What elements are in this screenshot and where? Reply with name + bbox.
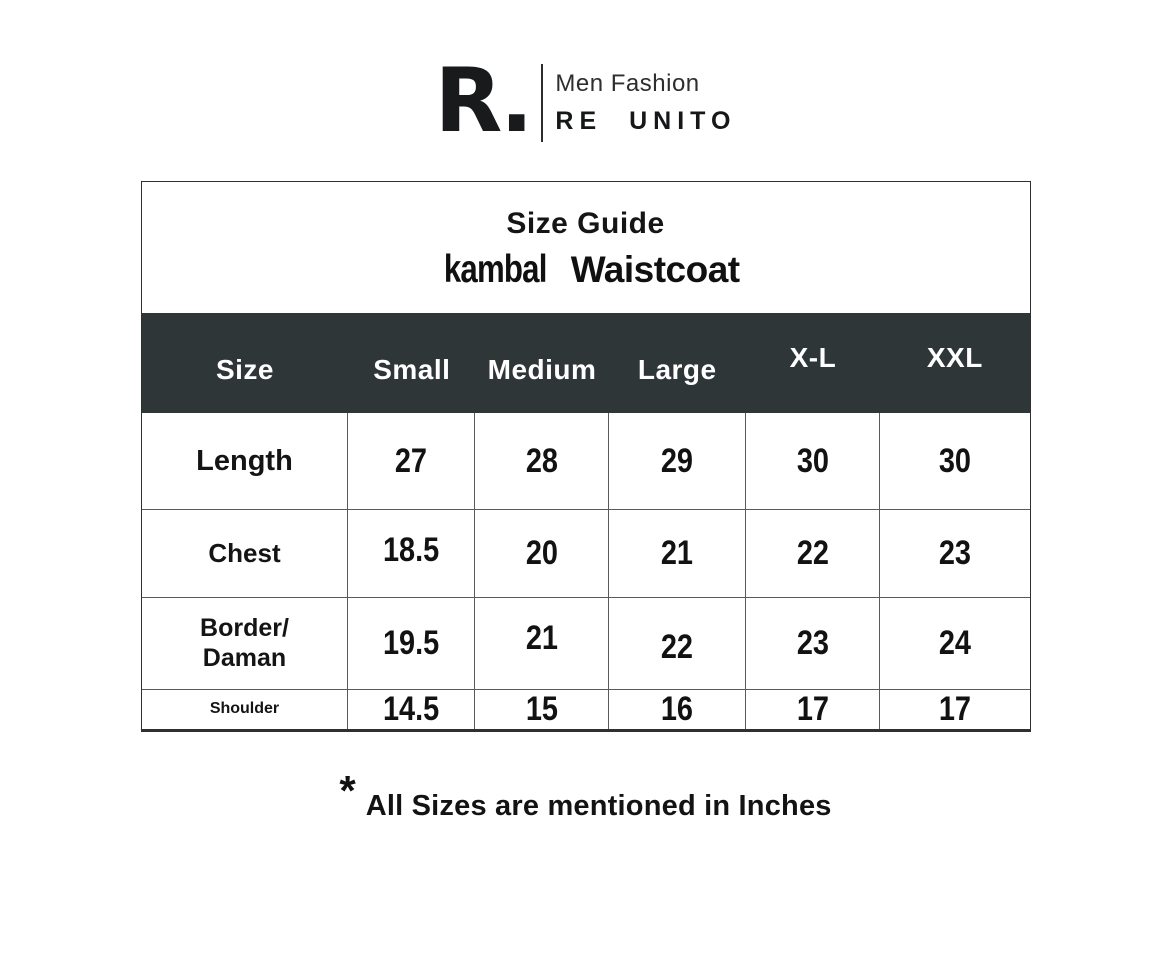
column-header-small: Small bbox=[373, 354, 451, 385]
row-label: Border/ Daman bbox=[142, 598, 349, 689]
product-name: kambal bbox=[444, 248, 547, 291]
size-guide-table bbox=[141, 181, 1031, 732]
value-cell: 22 bbox=[609, 598, 746, 689]
column-header-large: Large bbox=[637, 354, 717, 385]
product-type: Waistcoat bbox=[570, 249, 740, 290]
footnote-text: All Sizes are mentioned in Inches bbox=[365, 790, 832, 822]
table-row-length bbox=[142, 413, 1030, 510]
table-row-border-daman bbox=[142, 598, 1030, 690]
logo-text-block bbox=[555, 70, 736, 136]
row-label: Length bbox=[142, 413, 349, 509]
brand-logo bbox=[0, 49, 1171, 152]
column-header-size: Size bbox=[215, 354, 274, 385]
product-title bbox=[431, 248, 739, 292]
column-header-medium: Medium bbox=[487, 354, 597, 385]
value-cell: 21 bbox=[609, 510, 746, 597]
value-cell: 27 bbox=[348, 413, 475, 509]
value-cell: 17 bbox=[938, 690, 971, 728]
value-cell: 30 bbox=[746, 413, 881, 509]
logo-brand-name: RE UNITO bbox=[555, 107, 737, 135]
asterisk-marker: * bbox=[339, 767, 356, 814]
value-cell: 20 bbox=[475, 510, 609, 597]
value-cell: 28 bbox=[475, 413, 609, 509]
value-cell: 16 bbox=[609, 690, 746, 729]
value-cell: 23 bbox=[938, 534, 971, 572]
value-cell: 19.5 bbox=[348, 598, 475, 689]
column-header-xl: X-L bbox=[789, 342, 837, 373]
table-row-shoulder bbox=[142, 690, 1030, 729]
table-row-chest bbox=[142, 510, 1030, 598]
value-cell: 14.5 bbox=[348, 690, 475, 729]
column-header-xxl: XXL bbox=[926, 342, 983, 373]
value-cell: 22 bbox=[746, 510, 881, 597]
logo-r-monogram-icon: R. bbox=[434, 49, 530, 152]
value-cell: 30 bbox=[938, 441, 971, 480]
value-cell: 21 bbox=[475, 598, 609, 689]
value-cell: 18.5 bbox=[348, 510, 475, 597]
value-cell: 24 bbox=[938, 624, 971, 662]
table-title: Size Guide bbox=[506, 207, 665, 240]
footnote bbox=[0, 767, 1171, 827]
value-cell: 29 bbox=[609, 413, 746, 509]
table-title-block bbox=[142, 182, 1030, 313]
row-label: Shoulder bbox=[142, 690, 349, 729]
value-cell: 17 bbox=[746, 690, 881, 729]
value-cell: 23 bbox=[746, 598, 881, 689]
table-header-row bbox=[142, 313, 1030, 413]
value-cell: 15 bbox=[475, 690, 609, 729]
logo-divider bbox=[541, 64, 543, 142]
row-label: Chest bbox=[142, 510, 349, 597]
logo-tagline: Men Fashion bbox=[555, 70, 700, 97]
